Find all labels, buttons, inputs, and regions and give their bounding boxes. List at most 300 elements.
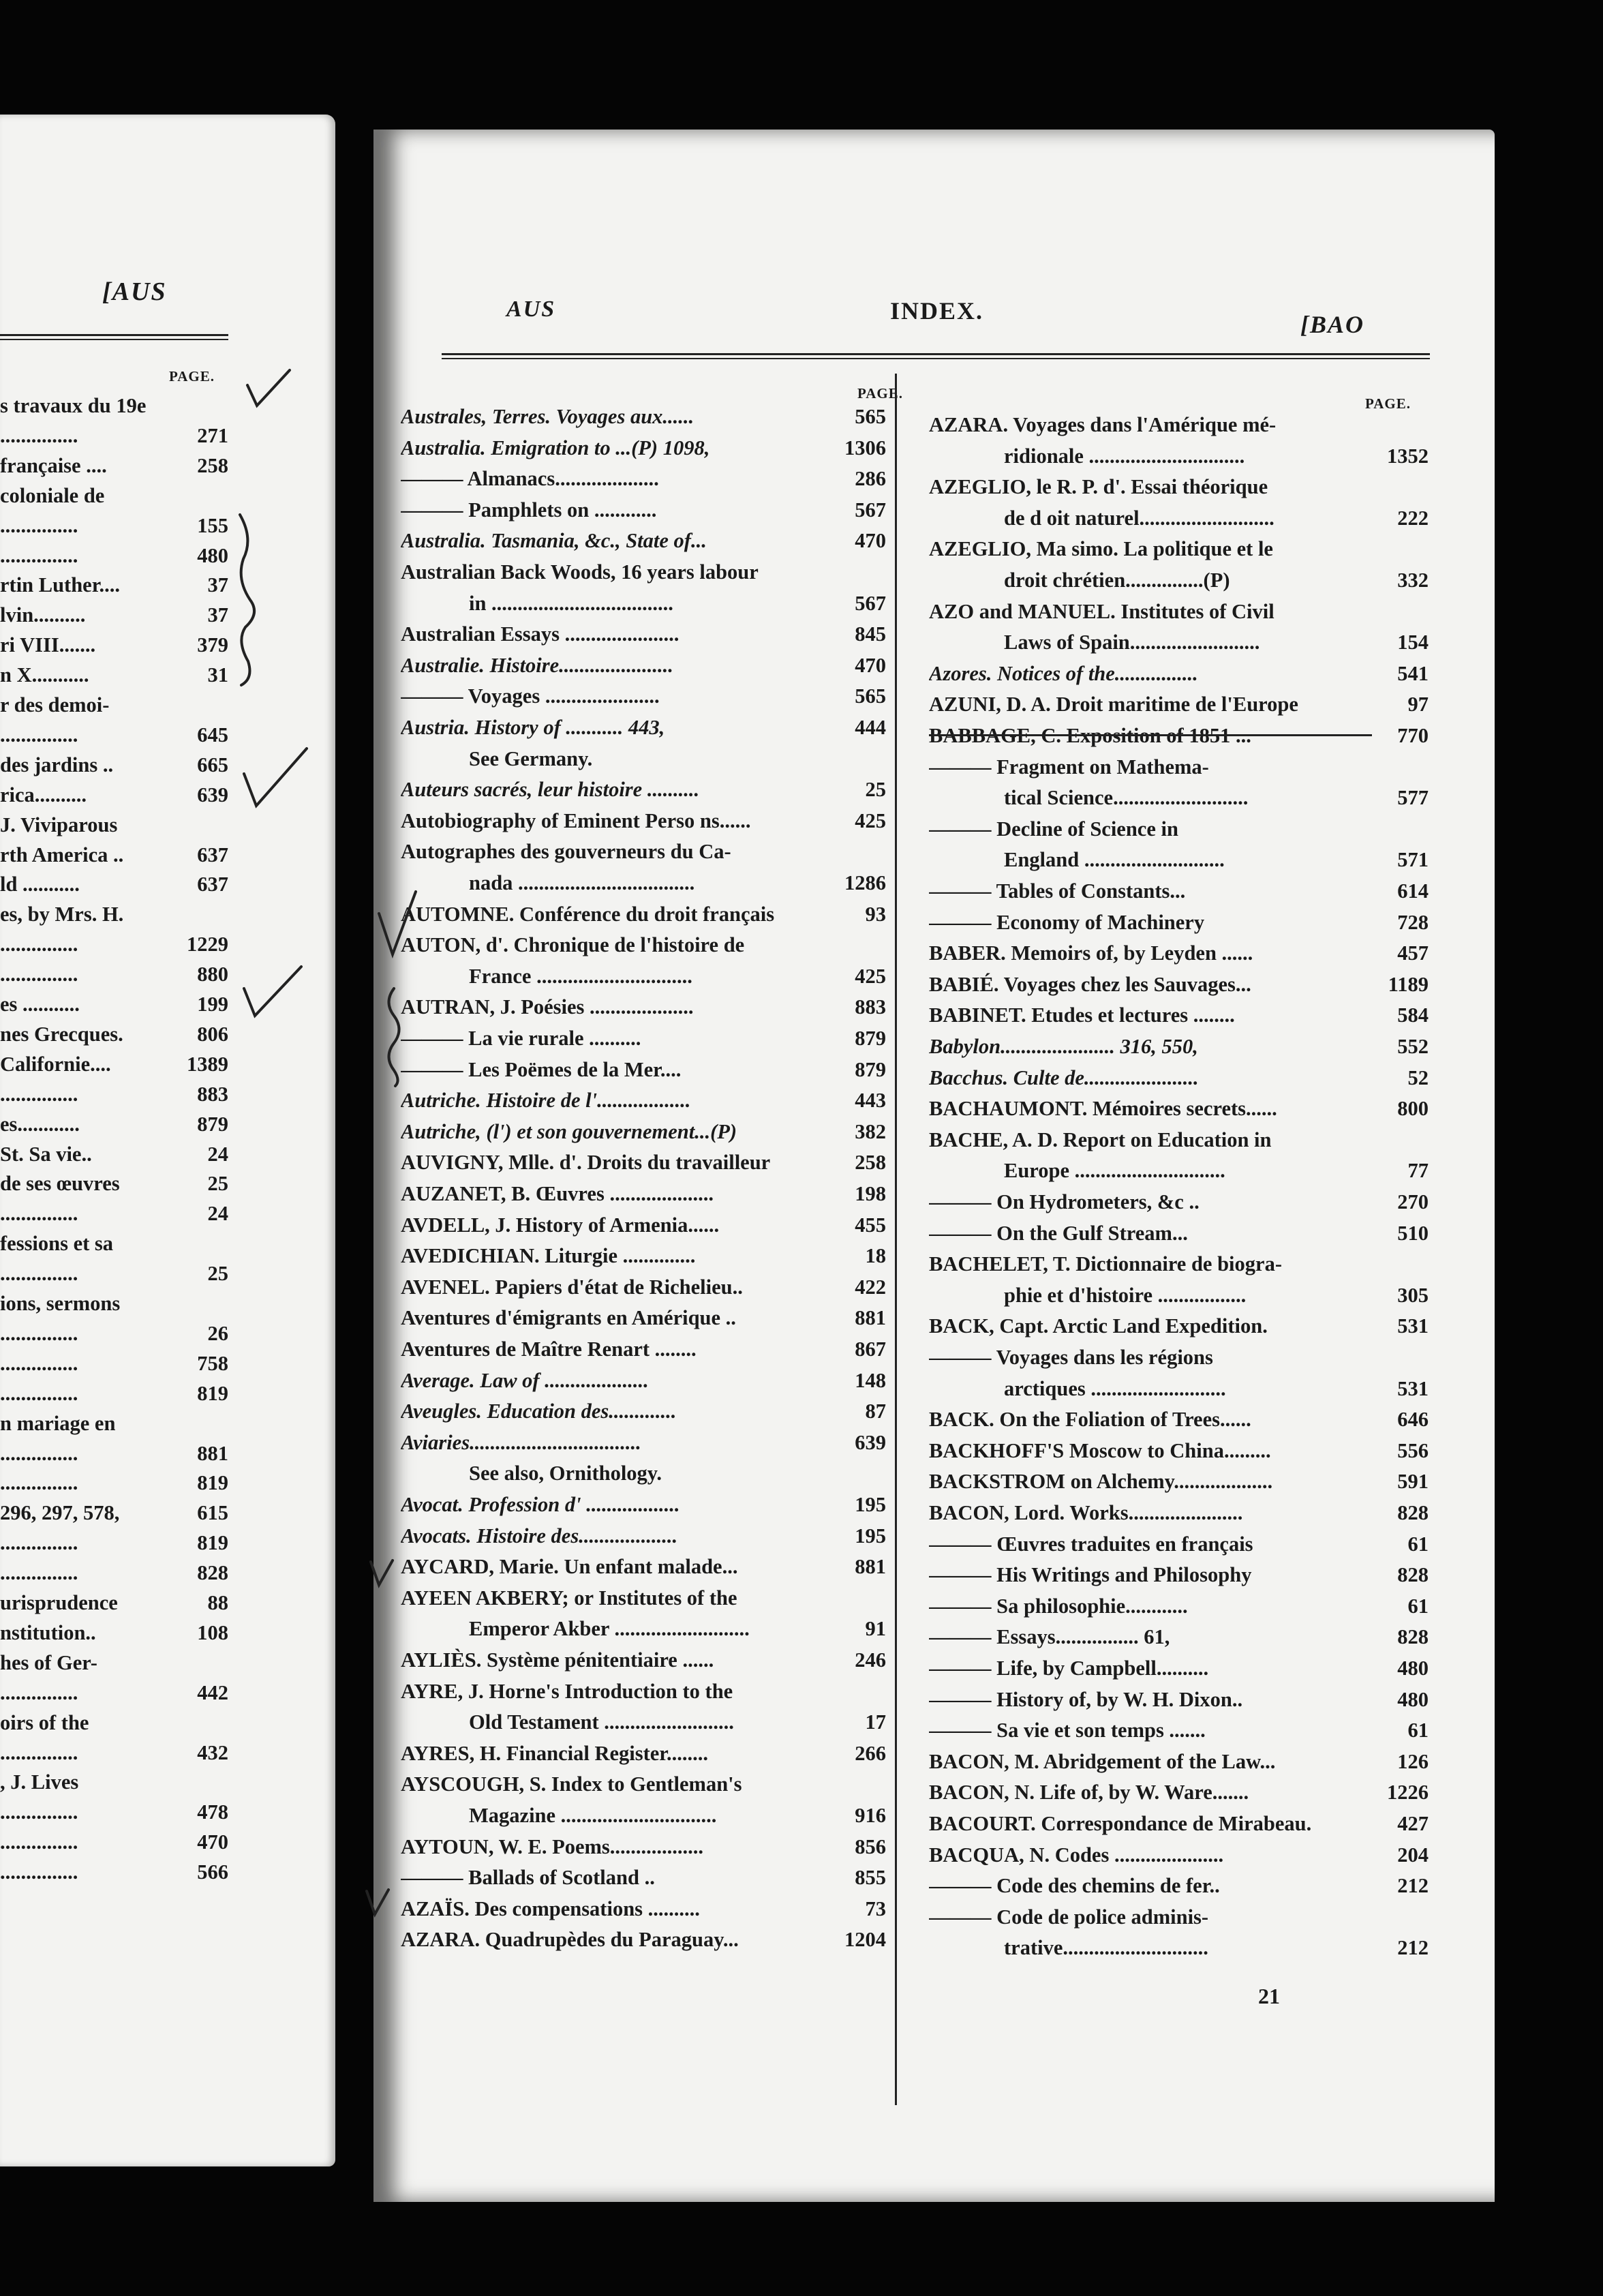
- index-entry-text: des jardins ..: [0, 753, 114, 776]
- index-entry: [401, 1024, 886, 1053]
- index-entry: [929, 1219, 1429, 1248]
- index-entry-page: 480: [1397, 1687, 1429, 1711]
- index-entry-page: 510: [1397, 1221, 1429, 1245]
- index-entry-page: 17: [865, 1710, 886, 1734]
- index-entry-page: 1352: [1387, 444, 1429, 468]
- index-entry: [0, 870, 228, 899]
- index-entry-text: ——— Pamphlets on ............: [401, 498, 657, 522]
- index-entry: [0, 1618, 228, 1648]
- index-entry-text: ...............: [0, 1740, 78, 1764]
- index-entry-text: phie et d'histoire .................: [1004, 1283, 1247, 1307]
- col2-page-label: PAGE.: [1365, 395, 1411, 412]
- index-entry-text: ...............: [0, 1441, 78, 1465]
- index-entry: [401, 1770, 886, 1799]
- index-entry: [929, 1841, 1429, 1870]
- pencil-brace-mark: [233, 511, 260, 689]
- index-entry-page: 26: [207, 1321, 228, 1345]
- index-entry-page: 126: [1397, 1749, 1429, 1773]
- index-entry: [929, 1592, 1429, 1621]
- index-entry-text: AYCARD, Marie. Un enfant malade...: [401, 1555, 738, 1579]
- index-entry-page: 567: [855, 498, 886, 522]
- index-entry: [929, 845, 1429, 875]
- index-entry-page: 806: [197, 1022, 228, 1046]
- index-entry-text: BABINET. Etudes et lectures ........: [929, 1003, 1235, 1027]
- index-entry-text: AUZANET, B. Œuvres ....................: [401, 1182, 714, 1205]
- index-entry-page: 425: [855, 809, 886, 832]
- index-entry: [401, 1677, 886, 1706]
- index-entry: [0, 811, 228, 840]
- index-entry: [0, 631, 228, 660]
- index-entry-text: Average. Law of ....................: [401, 1368, 649, 1392]
- index-entry: [401, 1428, 886, 1457]
- pencil-check-mark: [242, 365, 296, 419]
- index-entry-page: 584: [1397, 1003, 1429, 1027]
- index-entry: [0, 1439, 228, 1468]
- index-entry: [401, 837, 886, 866]
- index-entry-page: 758: [197, 1351, 228, 1375]
- index-entry-text: es ...........: [0, 993, 80, 1016]
- index-entry-page: 1286: [844, 871, 886, 894]
- index-entry-page: 195: [855, 1493, 886, 1516]
- index-entry: [401, 1739, 886, 1768]
- index-entry: [401, 806, 886, 836]
- left-page-header: [AUS: [102, 277, 167, 306]
- index-entry: [0, 1768, 228, 1797]
- index-entry: [929, 1343, 1429, 1372]
- right-page: [373, 130, 1495, 2202]
- index-entry-text: Autriche. Histoire de l'..................: [401, 1089, 691, 1113]
- index-entry: [0, 1738, 228, 1768]
- index-entry-page: 266: [855, 1741, 886, 1765]
- index-entry: [0, 1229, 228, 1258]
- index-entry-page: 270: [1397, 1190, 1429, 1213]
- index-entry: [0, 1468, 228, 1498]
- index-entry-text: Austria. History of ........... 443,: [401, 716, 665, 739]
- index-entry-text: ...............: [0, 1830, 78, 1854]
- index-entry: [929, 1530, 1429, 1559]
- index-entry-text: ——— Sa vie et son temps .......: [929, 1719, 1206, 1742]
- index-entry-text: ——— La vie rurale ..........: [401, 1027, 641, 1050]
- pencil-check-mark: [373, 886, 421, 961]
- index-entry: [0, 721, 228, 750]
- index-entry: [929, 1405, 1429, 1434]
- index-entry-page: 271: [197, 423, 228, 447]
- index-entry: [401, 1708, 886, 1737]
- index-entry-text: ——— Code des chemins de fer..: [929, 1874, 1220, 1898]
- index-entry-page: 828: [1397, 1501, 1429, 1524]
- pencil-check-mark: [364, 1887, 391, 1918]
- index-entry-text: r des demoi-: [0, 693, 110, 716]
- index-entry-page: 819: [197, 1531, 228, 1555]
- index-entry: [401, 1335, 886, 1364]
- index-entry-text: Australes, Terres. Voyages aux......: [401, 405, 694, 428]
- index-entry-page: 93: [865, 902, 886, 926]
- index-entry-page: 480: [197, 543, 228, 567]
- index-entry: [929, 1654, 1429, 1683]
- index-entry-text: BACOURT. Correspondance de Mirabeau.: [929, 1812, 1312, 1835]
- index-entry: [929, 597, 1429, 626]
- index-entry: [0, 511, 228, 541]
- index-entry-text: AUTON, d'. Chronique de l'histoire de: [401, 933, 745, 957]
- index-entry-page: 531: [1397, 1314, 1429, 1338]
- index-entry: [0, 1798, 228, 1827]
- index-entry-page: 879: [855, 1027, 886, 1050]
- index-entry-text: ...............: [0, 1082, 78, 1106]
- index-entry: [929, 1032, 1429, 1061]
- index-entry-page: 639: [855, 1430, 886, 1454]
- index-entry: [929, 753, 1429, 782]
- index-entry-text: AZUNI, D. A. Droit maritime de l'Europe: [929, 693, 1298, 716]
- index-entry-text: AVENEL. Papiers d'état de Richelieu..: [401, 1275, 743, 1299]
- index-entry-page: 73: [865, 1897, 886, 1920]
- index-entry-page: 457: [1397, 941, 1429, 965]
- index-entry-text: ions, sermons: [0, 1292, 121, 1315]
- index-entry-page: 422: [855, 1275, 886, 1299]
- index-entry: [929, 783, 1429, 813]
- index-entry: [401, 868, 886, 898]
- index-entry-text: Autriche, (l') et son gouvernement...(P): [401, 1119, 737, 1143]
- index-entry: [929, 877, 1429, 906]
- index-entry: [401, 1055, 886, 1085]
- index-entry: [401, 1832, 886, 1862]
- index-entry-text: Aventures de Maître Renart ........: [401, 1338, 697, 1361]
- index-entry-page: 567: [855, 591, 886, 615]
- index-entry-text: Australia. Emigration to ...(P) 1098,: [401, 436, 710, 459]
- index-entry-page: 728: [1397, 910, 1429, 934]
- index-entry: [929, 1250, 1429, 1279]
- index-entry: [929, 659, 1429, 689]
- index-entry-text: ——— On Hydrometers, &c ..: [929, 1190, 1200, 1213]
- index-entry-text: ridionale ..............................: [1004, 444, 1245, 468]
- index-entry-text: Emperor Akber ..........................: [469, 1617, 750, 1641]
- index-entry-text: ...............: [0, 423, 78, 447]
- index-entry: [401, 1086, 886, 1115]
- index-entry-text: BABIÉ. Voyages chez les Sauvages...: [929, 972, 1251, 996]
- index-entry: [401, 434, 886, 463]
- index-entry: [0, 1140, 228, 1169]
- index-entry: [401, 589, 886, 618]
- index-entry-text: Aveugles. Education des.............: [401, 1400, 677, 1423]
- index-entry-page: 204: [1397, 1843, 1429, 1867]
- index-entry: [401, 1273, 886, 1302]
- index-entry-text: ——— Sa philosophie............: [929, 1594, 1188, 1618]
- index-entry-text: ...............: [0, 1680, 78, 1704]
- index-entry-text: ...............: [0, 1262, 78, 1286]
- index-entry-page: 427: [1397, 1812, 1429, 1835]
- index-entry: [0, 1498, 228, 1528]
- index-entry-text: Australia. Tasmania, &c., State of...: [401, 529, 707, 553]
- index-entry-text: coloniale de: [0, 483, 105, 507]
- index-entry-page: 97: [1407, 693, 1429, 716]
- index-entry-text: BACK. On the Foliation of Trees......: [929, 1408, 1251, 1432]
- index-entry: [401, 496, 886, 525]
- index-entry-page: 425: [855, 964, 886, 988]
- index-entry-text: BABBAGE, C. Exposition of 1851 ...: [929, 724, 1251, 747]
- index-entry-page: 571: [1397, 848, 1429, 872]
- index-entry: [401, 1646, 886, 1675]
- index-entry-page: 52: [1407, 1066, 1429, 1089]
- index-entry-text: ri VIII.......: [0, 633, 96, 657]
- index-entry: [929, 1685, 1429, 1715]
- index-entry: [401, 1801, 886, 1830]
- index-entry-page: 198: [855, 1182, 886, 1205]
- index-entry: [401, 744, 886, 774]
- index-entry-page: 867: [855, 1338, 886, 1361]
- index-entry-text: trative............................: [1004, 1936, 1208, 1960]
- index-entry-text: ——— Voyages dans les régions: [929, 1346, 1213, 1369]
- index-entry-page: 25: [865, 778, 886, 802]
- index-entry: [929, 410, 1429, 440]
- index-entry: [929, 908, 1429, 937]
- index-entry-text: AVEDICHIAN. Liturgie ..............: [401, 1244, 696, 1268]
- index-entry-text: Europe .............................: [1004, 1159, 1225, 1183]
- index-entry-text: nstitution..: [0, 1620, 96, 1644]
- index-entry-text: 296, 297, 578,: [0, 1501, 120, 1525]
- index-entry: [0, 751, 228, 780]
- index-entry-page: 916: [855, 1804, 886, 1827]
- index-entry-text: ...............: [0, 513, 78, 537]
- index-entry-text: Californie....: [0, 1052, 111, 1076]
- index-entry-text: ——— Fragment on Mathema-: [929, 755, 1209, 779]
- index-entry-page: 828: [197, 1561, 228, 1585]
- index-entry-page: 665: [197, 753, 228, 776]
- index-entry-text: Magazine ..............................: [469, 1804, 717, 1827]
- index-entry: [401, 713, 886, 742]
- index-entry-page: 444: [855, 716, 886, 739]
- index-entry-text: Autographes des gouverneurs du Ca-: [401, 840, 731, 864]
- index-entry-page: 828: [1397, 1563, 1429, 1587]
- index-entry-text: nada ..................................: [469, 871, 695, 894]
- index-entry-page: 879: [197, 1112, 228, 1136]
- index-entry-text: ...............: [0, 1531, 78, 1555]
- index-entry-text: BACKHOFF'S Moscow to China.........: [929, 1438, 1271, 1462]
- index-entry-page: 615: [197, 1501, 228, 1525]
- index-entry: [929, 472, 1429, 502]
- index-entry: [929, 939, 1429, 968]
- index-entry-text: AYSCOUGH, S. Index to Gentleman's: [401, 1772, 742, 1796]
- index-entry-page: 379: [197, 633, 228, 657]
- index-entry-page: 470: [855, 529, 886, 553]
- index-entry-text: es, by Mrs. H.: [0, 903, 124, 926]
- index-entry-page: 258: [855, 1151, 886, 1175]
- index-entry-text: AYRES, H. Financial Register........: [401, 1741, 709, 1765]
- index-entry: [401, 1863, 886, 1892]
- index-entry-text: BACHAUMONT. Mémoires secrets......: [929, 1097, 1277, 1121]
- index-entry-page: 855: [855, 1866, 886, 1890]
- index-entry: [929, 442, 1429, 471]
- index-entry-page: 286: [855, 467, 886, 491]
- index-entry-text: BACON, N. Life of, by W. Ware.......: [929, 1781, 1249, 1804]
- index-entry-text: ...............: [0, 933, 78, 956]
- index-entry-text: BACON, Lord. Works......................: [929, 1501, 1243, 1524]
- index-entry-text: Avocats. Histoire des...................: [401, 1524, 678, 1547]
- index-entry: [401, 993, 886, 1022]
- index-entry-text: AYRE, J. Horne's Introduction to the: [401, 1679, 733, 1703]
- index-entry: [929, 566, 1429, 595]
- header-right-guide: [BAO: [1300, 311, 1365, 338]
- index-entry-page: 639: [197, 783, 228, 806]
- index-entry-page: 577: [1397, 786, 1429, 810]
- index-entry-text: St. Sa vie..: [0, 1142, 92, 1166]
- index-entry-page: 24: [207, 1202, 228, 1226]
- index-entry: [929, 1001, 1429, 1030]
- index-entry-page: 61: [1407, 1719, 1429, 1742]
- index-entry: [929, 1467, 1429, 1496]
- pencil-brace-mark: [380, 985, 408, 1087]
- index-entry: [0, 1080, 228, 1109]
- index-entry-text: ——— Decline of Science in: [929, 817, 1178, 841]
- index-entry-text: rica..........: [0, 783, 87, 806]
- column-divider: [895, 374, 897, 2105]
- index-entry-page: 61: [1407, 1594, 1429, 1618]
- pencil-check-mark: [368, 1558, 395, 1588]
- index-entry-page: 541: [1397, 661, 1429, 685]
- index-entry-page: 108: [197, 1620, 228, 1644]
- index-entry: [929, 1063, 1429, 1093]
- index-entry-page: 87: [865, 1400, 886, 1423]
- index-entry-page: 382: [855, 1119, 886, 1143]
- index-entry-page: 470: [197, 1830, 228, 1854]
- index-entry-page: 199: [197, 993, 228, 1016]
- index-entry-page: 819: [197, 1471, 228, 1495]
- index-entry-page: 856: [855, 1834, 886, 1858]
- index-entry-text: rth America ..: [0, 843, 124, 866]
- index-entry: [929, 1809, 1429, 1839]
- index-entry-text: See also, Ornithology.: [469, 1462, 662, 1485]
- index-entry-page: 25: [207, 1172, 228, 1196]
- index-entry-page: 637: [197, 873, 228, 896]
- index-entry-page: 646: [1397, 1408, 1429, 1432]
- index-entry-text: Babylon...................... 316, 550,: [929, 1035, 1198, 1058]
- index-entry: [0, 1678, 228, 1708]
- index-entry-page: 88: [207, 1591, 228, 1614]
- index-entry-text: AUVIGNY, Mlle. d'. Droits du travailleur: [401, 1151, 771, 1175]
- index-entry: [401, 526, 886, 556]
- index-entry: [0, 1828, 228, 1857]
- index-entry-text: s travaux du 19e: [0, 394, 147, 417]
- index-entry: [0, 900, 228, 929]
- index-entry: [0, 1409, 228, 1438]
- index-entry-page: 770: [1397, 724, 1429, 747]
- index-entry: [401, 558, 886, 587]
- index-entry: [401, 1552, 886, 1582]
- index-entry-page: 258: [197, 453, 228, 477]
- index-entry: [0, 1050, 228, 1079]
- index-entry: [401, 1925, 886, 1954]
- index-entry: [929, 1374, 1429, 1404]
- index-entry-page: 566: [197, 1860, 228, 1884]
- index-entry-page: 470: [855, 653, 886, 677]
- index-entry-page: 155: [197, 513, 228, 537]
- index-entry-page: 1306: [844, 436, 886, 459]
- index-entry: [401, 1241, 886, 1271]
- index-entry-page: 552: [1397, 1035, 1429, 1058]
- index-entry: [401, 1397, 886, 1426]
- index-entry: [0, 451, 228, 481]
- index-entry-text: ——— Les Poëmes de la Mer....: [401, 1057, 682, 1081]
- index-entry-page: 148: [855, 1368, 886, 1392]
- index-entry-text: Old Testament .........................: [469, 1710, 734, 1734]
- index-entry-text: AUTOMNE. Conférence du droit français: [401, 902, 775, 926]
- index-entry-text: tical Science..........................: [1004, 786, 1249, 810]
- pencil-check-mark: [239, 743, 314, 811]
- index-entry-text: ...............: [0, 1561, 78, 1585]
- pencil-check-mark: [239, 961, 307, 1023]
- index-entry-text: droit chrétien...............(P): [1004, 569, 1230, 592]
- index-entry-text: Bacchus. Culte de......................: [929, 1066, 1199, 1089]
- index-entry-page: 565: [855, 684, 886, 708]
- index-entry: [0, 1588, 228, 1618]
- index-entry-page: 1189: [1388, 972, 1429, 996]
- index-entry-text: ——— On the Gulf Stream...: [929, 1221, 1188, 1245]
- index-entry-page: 880: [197, 963, 228, 986]
- index-entry: [401, 620, 886, 649]
- index-entry-text: Auteurs sacrés, leur histoire ..........: [401, 778, 700, 802]
- index-entry: [401, 1614, 886, 1644]
- index-entry: [0, 541, 228, 571]
- index-entry-text: BACK, Capt. Arctic Land Expedition.: [929, 1314, 1268, 1338]
- index-entry-text: lvin..........: [0, 603, 86, 627]
- index-entry-text: ——— Tables of Constants...: [929, 879, 1186, 903]
- index-entry-page: 332: [1397, 569, 1429, 592]
- index-entry-page: 18: [865, 1244, 886, 1268]
- header-left-guide: AUS: [506, 297, 556, 322]
- index-entry-text: ——— History of, by W. H. Dixon..: [929, 1687, 1243, 1711]
- index-entry: [929, 1747, 1429, 1777]
- index-entry-text: Australie. Histoire......................: [401, 653, 673, 677]
- index-entry-page: 77: [1407, 1159, 1429, 1183]
- index-entry-text: ...............: [0, 723, 78, 746]
- index-entry-text: AYEEN AKBERY; or Institutes of the: [401, 1586, 737, 1610]
- index-entry: [929, 690, 1429, 719]
- index-entry-text: ...............: [0, 543, 78, 567]
- index-entry-text: AVDELL, J. History of Armenia......: [401, 1213, 720, 1237]
- index-entry: [929, 628, 1429, 657]
- index-entry-text: es............: [0, 1112, 80, 1136]
- index-entry-text: ——— Code de police adminis-: [929, 1905, 1209, 1929]
- index-entry-text: ——— Ballads of Scotland ..: [401, 1866, 655, 1890]
- index-entry: [0, 481, 228, 511]
- index-entry: [929, 1436, 1429, 1466]
- index-entry-text: in ...................................: [469, 591, 673, 615]
- index-entry-text: de d oit naturel..........................: [1004, 506, 1274, 530]
- index-entry-page: 881: [855, 1306, 886, 1330]
- index-entry-page: 480: [1397, 1657, 1429, 1680]
- index-entry-text: AZEGLIO, le R. P. d'. Essai théorique: [929, 475, 1268, 499]
- index-entry-text: BACHE, A. D. Report on Education in: [929, 1128, 1272, 1151]
- index-entry: [929, 1622, 1429, 1652]
- index-entry: [0, 1199, 228, 1228]
- index-entry: [0, 1528, 228, 1558]
- col1-page-label: PAGE.: [857, 385, 904, 402]
- index-entry: [0, 691, 228, 720]
- index-entry: [401, 931, 886, 960]
- index-entry-text: AZO and MANUEL. Institutes of Civil: [929, 599, 1274, 623]
- babbage-section-rule: [929, 734, 1372, 736]
- index-entry-text: See Germany.: [469, 746, 593, 770]
- index-entry-text: ld ...........: [0, 873, 80, 896]
- index-entry: [929, 1094, 1429, 1123]
- index-entry-text: England ...........................: [1004, 848, 1225, 872]
- index-entry: [0, 571, 228, 600]
- index-entry: [401, 402, 886, 432]
- index-entry-text: ...............: [0, 1381, 78, 1405]
- header-rule: [442, 353, 1430, 359]
- index-entry: [929, 1156, 1429, 1185]
- index-entry-text: ——— Œuvres traduites en français: [929, 1532, 1253, 1556]
- index-entry-text: arctiques ..........................: [1004, 1376, 1226, 1400]
- index-entry: [0, 1289, 228, 1318]
